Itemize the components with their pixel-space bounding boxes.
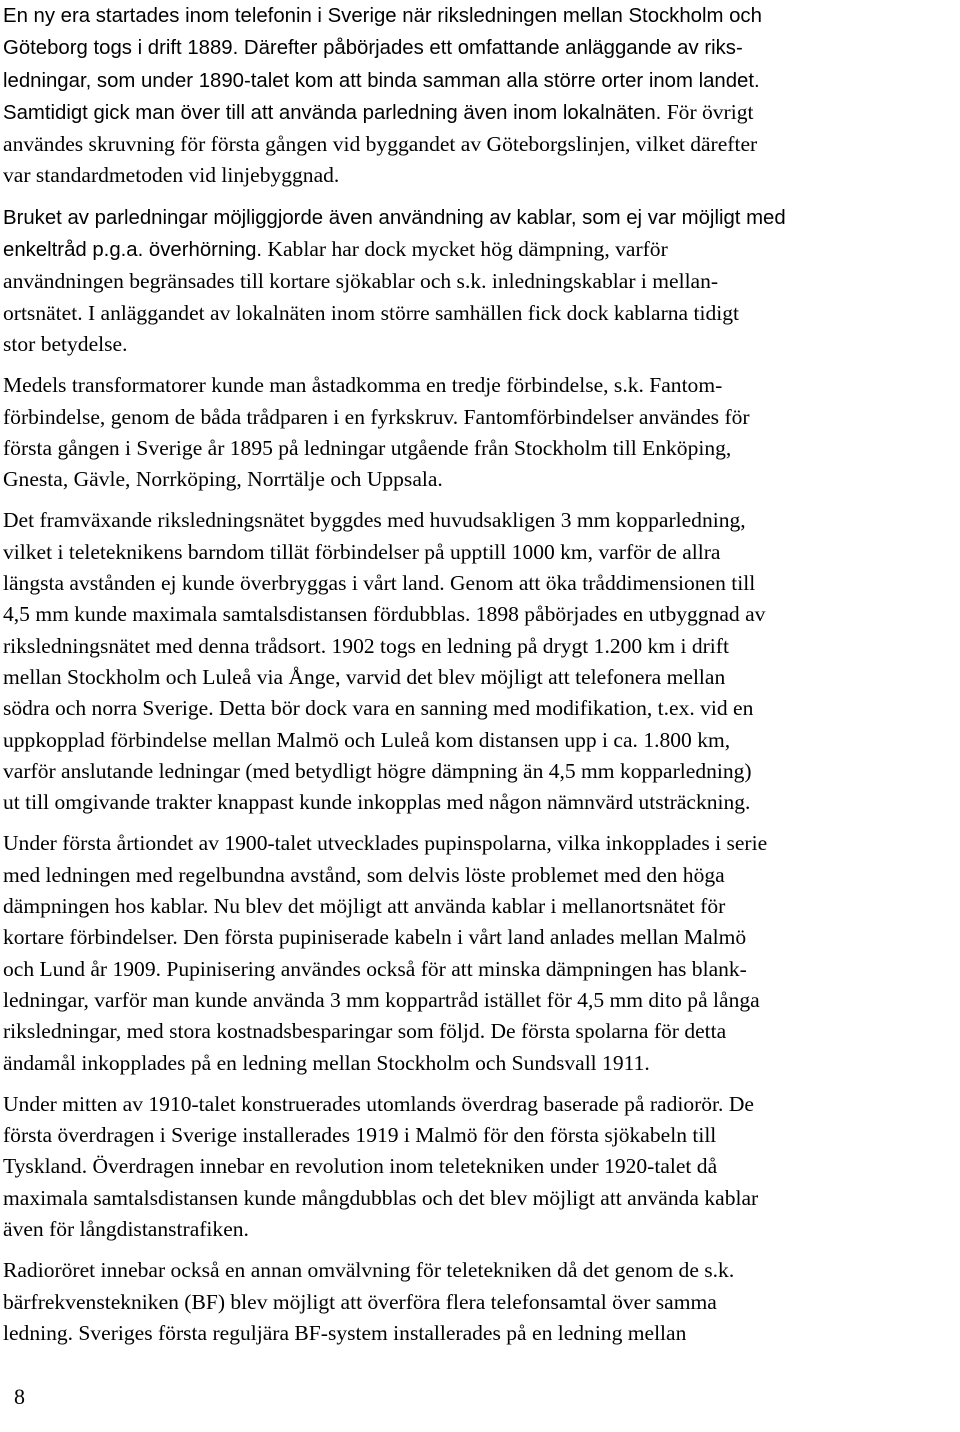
text-line [3,0,957,32]
text-segment: För övrigt [661,99,754,124]
text-line [3,65,957,97]
text-line [3,1089,957,1120]
text-segment: ortsnätet. I anläggandet av lokalnäten inom större samhällen fick dock kablarna tidigt [3,300,739,325]
paragraph [3,828,959,1078]
text-line [3,402,957,433]
paragraph [3,202,959,360]
text-line [3,298,957,329]
page-number: 8 [14,1384,25,1409]
text-line [3,1048,957,1079]
text-segment: varför anslutande ledningar (med betydligt högre dämpning än 4,5 mm kopparledning) [3,758,752,783]
text-segment: Kablar har dock mycket hög dämpning, varför [262,237,668,262]
text-segment: Medels transformatorer kunde man åstadkomma en tredje förbindelse, s.k. Fantom- [3,373,723,398]
text-segment: första gången i Sverige år 1895 på ledningar utgående från Stockholm till Enköping, [3,435,732,460]
text-segment: maximala samtalsdistansen kunde mångdubblas och det blev möjligt att använda kablar [3,1185,759,1210]
text-segment: ledning. Sveriges första reguljära BF-system installerades på en ledning mellan [3,1320,687,1345]
text-line [3,370,957,401]
paragraph [3,1255,959,1349]
text-segment: och Lund år 1909. Pupinisering användes också för att minska dämpningen has blank- [3,956,747,981]
text-line [3,505,957,536]
text-segment: med ledningen med regelbundna avstånd, som delvis löste problemet med den höga [3,862,725,887]
text-line [3,1318,957,1349]
text-line [3,662,957,693]
text-line [3,329,957,360]
text-line [3,787,957,818]
text-segment: riksledningar, med stora kostnadsbesparingar som följd. De första spolarna för detta [3,1019,727,1044]
paragraph [3,370,959,495]
text-segment: första överdragen i Sverige installerades 1919 i Malmö för den första sjökabeln till [3,1123,717,1148]
text-segment: Under mitten av 1910-talet konstruerades utomlands överdrag baserade på radiorör. De [3,1091,754,1116]
text-segment: mellan Stockholm och Luleå via Ånge, varvid det blev möjligt att telefonera mellan [3,664,726,689]
paragraph [3,0,959,192]
text-segment: enkeltråd p.g.a. överhörning. [3,239,263,262]
text-line [3,985,957,1016]
text-segment: Under första årtiondet av 1900-talet utvecklades pupinspolarna, vilka inkopplades i serie [3,831,768,856]
text-line [3,954,957,985]
text-line [3,1287,957,1318]
text-line [3,922,957,953]
text-line [3,1183,957,1214]
text-segment: även för långdistanstrafiken. [3,1216,249,1241]
text-segment: längsta avstånden ej kunde överbryggas i vårt land. Genom att öka tråddimensionen till [3,571,756,596]
text-line [3,860,957,891]
text-segment: Gnesta, Gävle, Norrköping, Norrtälje och Uppsala. [3,467,443,492]
text-segment: uppkopplad förbindelse mellan Malmö och Luleå kom distansen upp i ca. 1.800 km, [3,727,731,752]
text-line [3,1016,957,1047]
text-segment: användningen begränsades till kortare sjökablar och s.k. inledningskablar i mellan- [3,269,719,294]
text-line [3,266,957,297]
text-segment: Det framväxande riksledningsnätet byggdes med huvudsakligen 3 mm kopparledning, [3,508,746,533]
text-segment: ledningar, som under 1890-talet kom att binda samman alla större orter inom landet. [3,69,760,92]
text-line [3,1214,957,1245]
text-line [3,464,957,495]
text-line [3,693,957,724]
text-line [3,1255,957,1286]
text-segment: bärfrekvenstekniken (BF) blev möjligt att överföra flera telefonsamtal över samma [3,1289,717,1314]
text-segment: var standardmetoden vid linjebyggnad. [3,163,340,188]
text-line [3,599,957,630]
text-line [3,756,957,787]
text-line [3,537,957,568]
text-line [3,32,957,64]
text-line [3,97,957,129]
text-line [3,1151,957,1182]
text-line [3,202,957,234]
text-segment: Göteborg togs i drift 1889. Därefter påbörjades ett omfattande anläggande av riks- [3,37,743,60]
text-segment: Radioröret innebar också en annan omvälvning för teletekniken då det genom de s.k. [3,1258,735,1283]
paragraph [3,505,959,818]
text-line [3,129,957,160]
text-line [3,433,957,464]
text-segment: ut till omgivande trakter knappast kunde inkopplas med någon nämnvärd utsträckning. [3,790,751,815]
text-segment: stor betydelse. [3,331,128,356]
text-segment: riksledningsnätet med denna trådsort. 1902 togs en ledning på drygt 1.200 km i drift [3,633,729,658]
text-segment: användes skruvning för första gången vid byggandet av Göteborgslinjen, vilket därefter [3,132,758,157]
text-line [3,631,957,662]
text-line [3,234,957,266]
text-segment: Bruket av parledningar möjliggjorde även användning av kablar, som ej var möjligt med [3,206,786,229]
text-segment: Tyskland. Överdragen innebar en revolution inom teletekniken under 1920-talet då [3,1154,718,1179]
text-segment: ledningar, varför man kunde använda 3 mm koppartråd istället för 4,5 mm dito på långa [3,987,760,1012]
text-line [3,160,957,191]
text-segment: 4,5 mm kunde maximala samtalsdistansen fördubblas. 1898 påbörjades en utbyggnad av [3,602,766,627]
text-line [3,891,957,922]
text-segment: förbindelse, genom de båda trådparen i en fyrkskruv. Fantomförbindelser användes för [3,404,750,429]
text-segment: dämpningen hos kablar. Nu blev det möjligt att använda kablar i mellanortsnätet för [3,894,726,919]
text-segment: ändamål inkopplades på en ledning mellan Stockholm och Sundsvall 1911. [3,1050,650,1075]
text-segment: vilket i teleteknikens barndom tillät förbindelser på upptill 1000 km, varför de allra [3,539,721,564]
text-line [3,828,957,859]
text-line [3,725,957,756]
text-line [3,568,957,599]
text-segment: En ny era startades inom telefonin i Sverige när riksledningen mellan Stockholm och [3,5,762,27]
text-line [3,1120,957,1151]
text-segment: Samtidigt gick man över till att använda parledning även inom lokalnäten. [3,101,662,124]
body-text [3,0,959,1359]
text-segment: södra och norra Sverige. Detta bör dock vara en sanning med modifikation, t.ex. vid en [3,696,754,721]
text-segment: kortare förbindelser. Den första pupiniserade kabeln i vårt land anlades mellan Malmö [3,925,747,950]
paragraph [3,1089,959,1245]
